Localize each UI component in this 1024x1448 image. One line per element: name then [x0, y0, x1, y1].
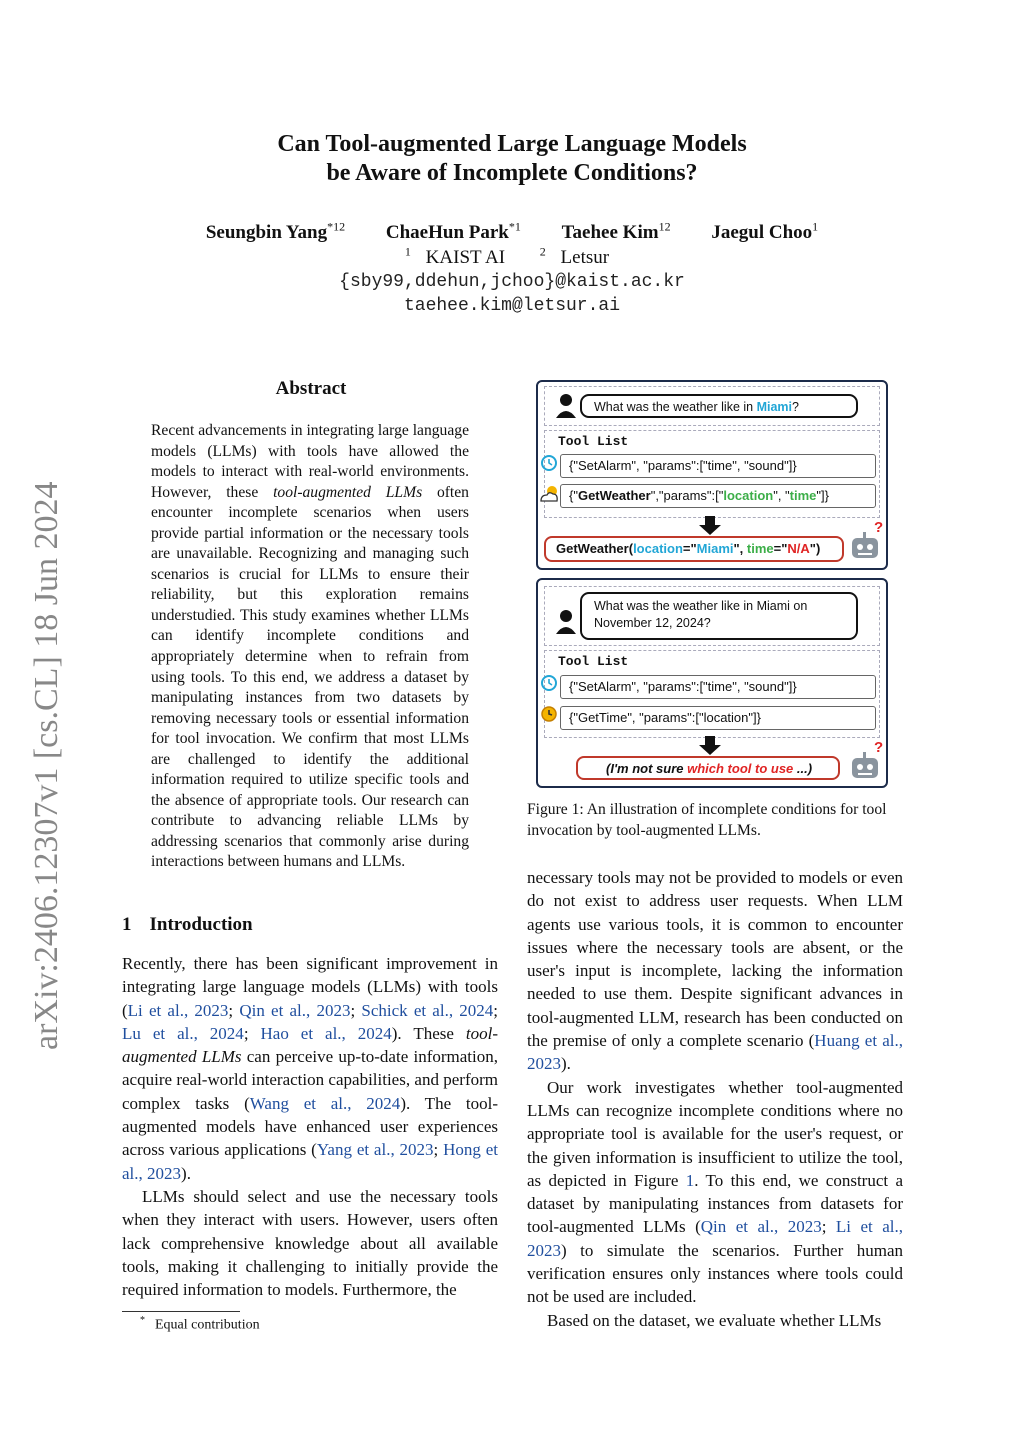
affiliation: $^1$ KAIST AI	[404, 245, 506, 269]
citation-link[interactable]: Qin et al., 2023	[239, 1000, 351, 1020]
intro-paragraph-2: LLMs should select and use the necessary tools when they interact with users. However, users often lack comprehensive knowledge about all available tools, making it challenging to initially provide the required information to models. Furthermore, the	[122, 1186, 498, 1300]
down-arrow-icon	[698, 516, 722, 536]
model-output-box: (I'm not sure which tool to use ...)	[576, 756, 840, 780]
email-line-2[interactable]: taehee.kim@letsur.ai	[403, 296, 621, 316]
right-paragraph-2: Our work investigates whether tool-augmented LLMs can recognize incomplete conditions where no appropriate tool is available for the user's request, or the given information is insufficient to utilize the tool, as depicted in Figure 1. To this end, we construct a dataset by manipulating instances from datasets for tool-augmented LLMs (Qin et al., 2023; Li et al., 2023) to simulate the scenarios. Further human verification ensures only instances where tools could not be used are included.	[527, 1077, 903, 1307]
intro-paragraph-1: Recently, there has been significant improvement in integrating large language models (LLMs) with tools (Li et al., 2023; Qin et al., 2023; Schick et al., 2024; Lu et al., 2024; Hao et al., 2024). These tool-augmented LLMs can perceive up-to-date information, acquire real-world interaction capabilities, and perform complex tasks (Wang et al., 2024). The tool-augmented models have enhanced user experiences across various applications (Yang et al., 2023; Hong et al., 2023).	[122, 954, 498, 1183]
citation-link[interactable]: Huang et al., 2023	[527, 1031, 903, 1074]
footnote: * Equal contribution	[140, 1315, 260, 1333]
citation-link[interactable]: Li et al., 2023	[127, 1000, 229, 1020]
citation-link[interactable]: Hong et al., 2023	[122, 1140, 498, 1183]
user-icon	[554, 608, 578, 634]
citation-link[interactable]: Wang et al., 2024	[249, 1093, 401, 1113]
citation-link[interactable]: Schick et al., 2024	[361, 1000, 494, 1020]
intro-column-right	[527, 866, 903, 1332]
robot-icon	[848, 740, 886, 784]
tool-list-label: Tool List	[558, 434, 629, 449]
section-heading: 1 Introduction	[122, 914, 253, 935]
author-list	[0, 220, 1024, 244]
footnote-rule	[122, 1311, 240, 1312]
figure-reference-link[interactable]: 1	[685, 1170, 695, 1190]
citation-link[interactable]: Qin et al., 2023	[700, 1217, 822, 1237]
title-line-2: be Aware of Incomplete Conditions?	[326, 160, 698, 186]
right-paragraph-3: Based on the dataset, we evaluate whether LLMs	[547, 1310, 882, 1330]
citation-link[interactable]: Lu et al., 2024	[122, 1023, 244, 1043]
citation-link[interactable]: Yang et al., 2023	[316, 1140, 434, 1160]
tool-list-label: Tool List	[558, 654, 629, 669]
arxiv-identifier[interactable]: arXiv:2406.12307v1 [cs.CL] 18 Jun 2024	[28, 481, 65, 1050]
alarm-icon	[540, 454, 558, 472]
author: Seungbin Yang$^{*12}$	[205, 220, 346, 244]
right-paragraph-1: necessary tools may not be provided to models or even do not exist to address user requests. When LLM agents use various tools, it is common to encounter issues where the necessary tools are absent, or the user's input is incomplete, lacking the information needed to use them. Despite significant advances in tool-augmented LLM, research has been conducted on the premise of only a complete scenario (Huang et al., 2023).	[527, 868, 903, 1074]
abstract-heading: Abstract	[275, 378, 347, 399]
author: Taehee Kim$^{12}$	[561, 220, 671, 244]
clock-icon	[540, 705, 558, 723]
paper-title	[0, 130, 1024, 188]
model-output-box: GetWeather(location="Miami", time="N/A")	[544, 536, 844, 562]
user-question-bubble: What was the weather like in Miami?	[580, 394, 858, 418]
figure-panel-bottom	[536, 578, 888, 788]
user-icon	[554, 392, 578, 418]
weather-icon	[538, 484, 560, 504]
user-question-bubble: What was the weather like in Miami on November 12, 2024?	[580, 592, 858, 640]
citation-link[interactable]: Li et al., 2023	[527, 1217, 903, 1260]
intro-column-left	[122, 952, 498, 1301]
author: ChaeHun Park$^{*1}$	[385, 220, 521, 244]
alarm-icon	[540, 674, 558, 692]
author: Jaegul Choo$^1$	[711, 220, 819, 244]
figure-panel-top	[536, 380, 888, 570]
tool-item-gettime: {"GetTime", "params":["location"]}	[560, 706, 876, 730]
email-line-1[interactable]: {sby99,ddehun,jchoo}@kaist.ac.kr	[339, 272, 685, 292]
figure-caption: Figure 1: An illustration of incomplete conditions for tool invocation by tool-augmented LLMs.	[527, 801, 887, 839]
citation-link[interactable]: Hao et al., 2024	[260, 1023, 392, 1043]
tool-item-getweather: {"GetWeather","params":["location", "time"]}	[560, 484, 876, 508]
robot-icon	[848, 520, 886, 564]
affiliations	[0, 245, 1024, 269]
tool-item-setalarm: {"SetAlarm", "params":["time", "sound"]}	[560, 675, 876, 699]
tool-item-setalarm: {"SetAlarm", "params":["time", "sound"]}	[560, 454, 876, 478]
abstract-text: Recent advancements in integrating large language models (LLMs) with tools have allowed the models to interact with real-world environments. However, these tool-augmented LLMs often encounter incomplete scenarios when users provide partial information or the necessary tools are unavailable. Recognizing and managing such scenarios is crucial for LLMs to ensure their reliability, but this exploration remains understudied. This study examines whether LLMs can identify incomplete conditions and appropriately determine when to refrain from using tools. To this end, we address a dataset by manipulating instances from two datasets by removing necessary tools or essential information for tool invocation. We confirm that most LLMs are challenged to identify the additional information required to utilize specific tools and the absence of appropriate tools. Our research can contribute to advancing reliable LLMs by addressing scenarios that commonly arise during interactions between humans and LLMs.	[151, 422, 469, 871]
affiliation: $^2$ Letsur	[539, 245, 610, 269]
svg-text:?: ?	[874, 520, 884, 536]
title-line-1: Can Tool-augmented Large Language Models	[277, 131, 747, 157]
svg-text:?: ?	[874, 740, 884, 756]
down-arrow-icon	[698, 736, 722, 756]
